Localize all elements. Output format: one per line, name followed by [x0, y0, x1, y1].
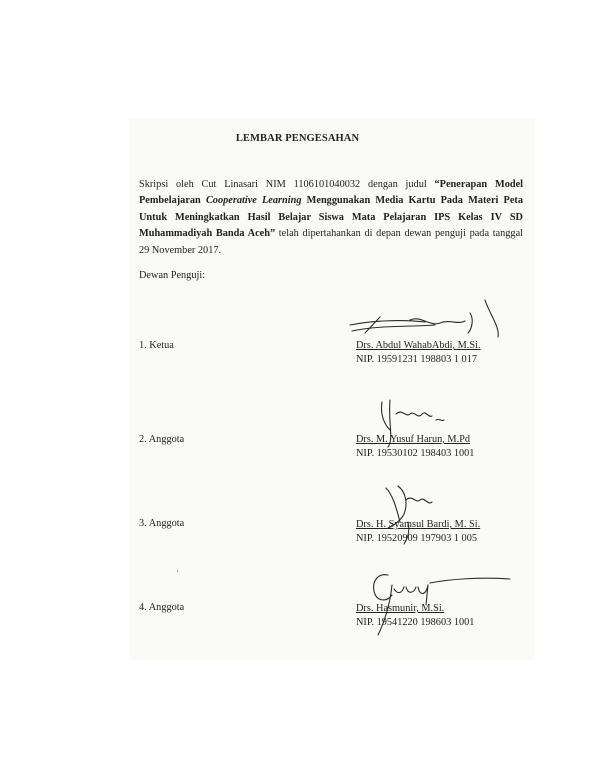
- member-2-name: Drs. M. Yusuf Harun, M.Pd: [356, 434, 471, 445]
- document-title: LEMBAR PENGESAHAN: [235, 133, 360, 144]
- member-4-nip: NIP. 19541220 198603 1001: [356, 617, 475, 628]
- approval-paragraph: [139, 177, 523, 259]
- member-2: [356, 433, 474, 461]
- scan-speck: ·: [176, 566, 179, 576]
- member-4-role: 4. Anggota: [139, 602, 185, 613]
- member-3-name: Drs. H. Syamsul Bardi, M. Si.: [356, 519, 481, 530]
- member-2-nip: NIP. 19530102 198403 1001: [356, 448, 475, 459]
- paragraph-intro: Skripsi oleh Cut Linasari NIM 1106101040032 dengan judul: [139, 179, 435, 190]
- member-1-role: 1. Ketua: [139, 340, 174, 351]
- signature-1: [340, 295, 510, 345]
- committee-label: Dewan Penguji:: [139, 270, 206, 281]
- member-1-name: Drs. Abdul WahabAbdi, M.Si.: [356, 340, 481, 351]
- member-3-role: 3. Anggota: [139, 518, 185, 529]
- thesis-title-italic: Cooperative Learning: [205, 195, 302, 207]
- member-3: [356, 518, 480, 546]
- member-4: [356, 602, 474, 630]
- member-4-name: Drs. Hasmunir, M.Si.: [356, 603, 445, 614]
- member-1-nip: NIP. 19591231 198803 1 017: [356, 354, 477, 365]
- member-2-role: 2. Anggota: [139, 434, 185, 445]
- paragraph-outro: telah dipertahankan di depan dewan penguji pada tanggal 29 November 2017.: [139, 228, 523, 256]
- thesis-title-part2: Menggunakan Media Kartu Pada Materi Peta Untuk Meningkatkan Hasil Belajar Siswa Mata Pelajaran IPS Kelas IV SD Muhammadiyah Banda Aceh”: [139, 195, 523, 240]
- member-1: [356, 339, 481, 367]
- member-3-nip: NIP. 19520909 197903 1 005: [356, 533, 477, 544]
- thesis-title-part1: “Penerapan Model Pembelajaran: [139, 179, 523, 207]
